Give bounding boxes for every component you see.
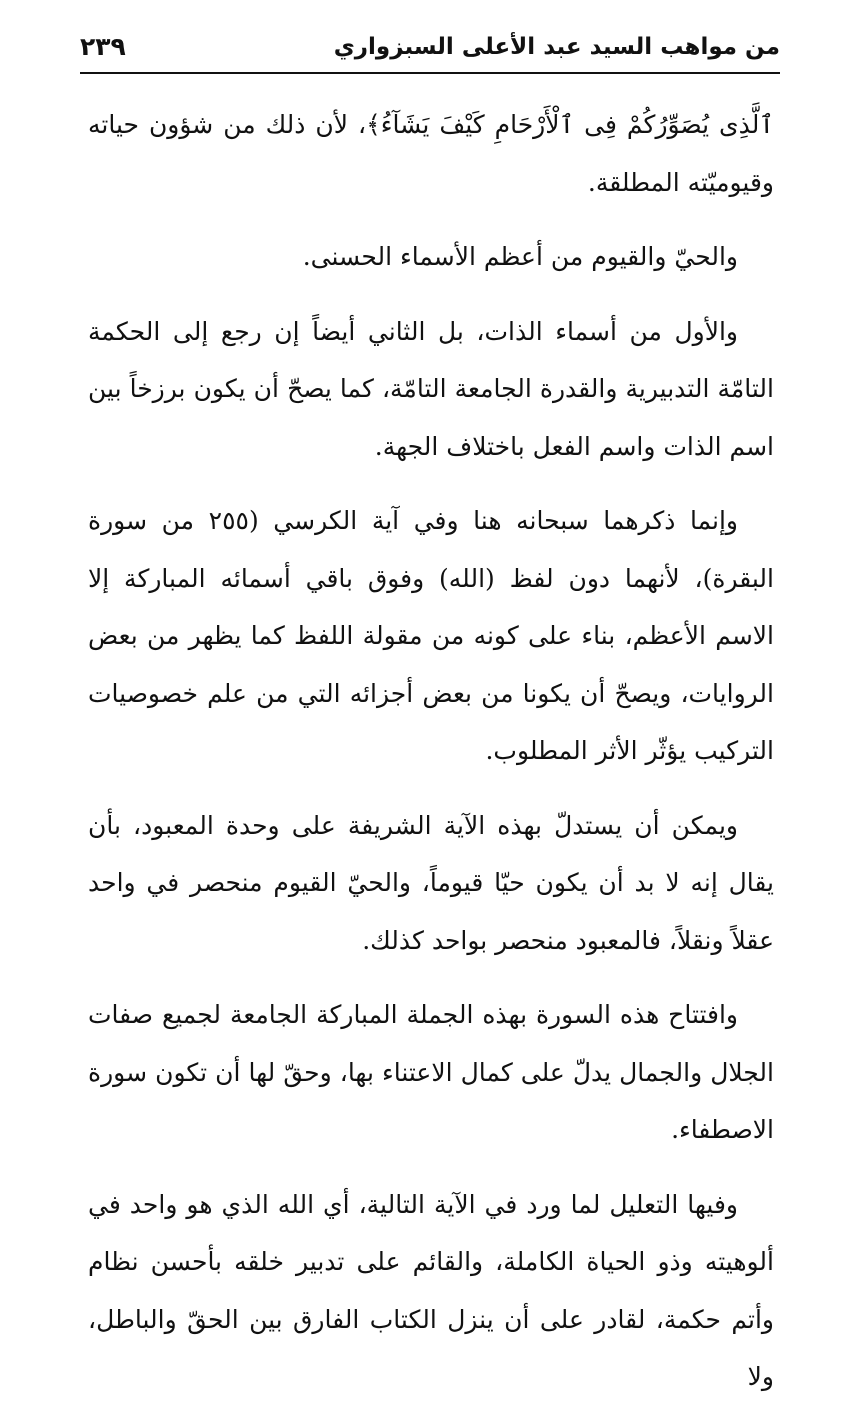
paragraph-7: وفيها التعليل لما ورد في الآية التالية، أي الله الذي هو واحد في ألوهيته وذو الحياة الكاملة، والقائم على تدبير خلقه بأحسن نظام وأتم حكمة، لقادر على أن ينزل الكتاب الفارق بين الحقّ والباطل، ولا bbox=[88, 1189, 774, 1391]
paragraph-5: ويمكن أن يستدلّ بهذه الآية الشريفة على وحدة المعبود، بأن يقال إنه لا بد أن يكون حيّا قيوماً، والحيّ القيوم منحصر في واحد عقلاً ونقلاً، فالمعبود منحصر بواحد كذلك. bbox=[88, 810, 774, 955]
paragraph-2: والحيّ والقيوم من أعظم الأسماء الحسنى. bbox=[302, 242, 738, 271]
page-number: ٢٣٩ bbox=[80, 32, 126, 61]
quran-verse: ٱلَّذِى يُصَوِّرُكُمْ فِى ٱلْأَرْحَامِ كَيْفَ يَشَآءُ﴾ bbox=[366, 110, 774, 139]
page-body bbox=[88, 96, 774, 1406]
paragraph-4: وإنما ذكرهما سبحانه هنا وفي آية الكرسي (٢٥٥ من سورة البقرة)، لأنهما دون لفظ (الله) وفوق باقي أسمائه المباركة إلا الاسم الأعظم، بناء على كونه من مقولة اللفظ كما يظهر من بعض الروايات، ويصحّ أن يكونا من بعض أجزائه التي من علم خصوصيات التركيب يؤثّر الأثر المطلوب. bbox=[88, 506, 774, 765]
paragraph-6: وافتتاح هذه السورة بهذه الجملة المباركة الجامعة لجميع صفات الجلال والجمال يدلّ على كمال الاعتناء بها، وحقّ لها أن تكون سورة الاصطفاء. bbox=[88, 1000, 774, 1144]
paragraph-1-text: ، لأن ذلك من شؤون حياته وقيوميّته المطلقة. bbox=[88, 110, 774, 197]
paragraph-1 bbox=[88, 96, 774, 211]
running-title: من مواهب السيد عبد الأعلى السبزواري bbox=[333, 34, 780, 60]
paragraph-3: والأول من أسماء الذات، بل الثاني أيضاً إن رجع إلى الحكمة التامّة التدبيرية والقدرة الجامعة التامّة، كما يصحّ أن يكون برزخاً بين اسم الذات واسم الفعل باختلاف الجهة. bbox=[88, 316, 774, 461]
running-header bbox=[80, 30, 780, 74]
